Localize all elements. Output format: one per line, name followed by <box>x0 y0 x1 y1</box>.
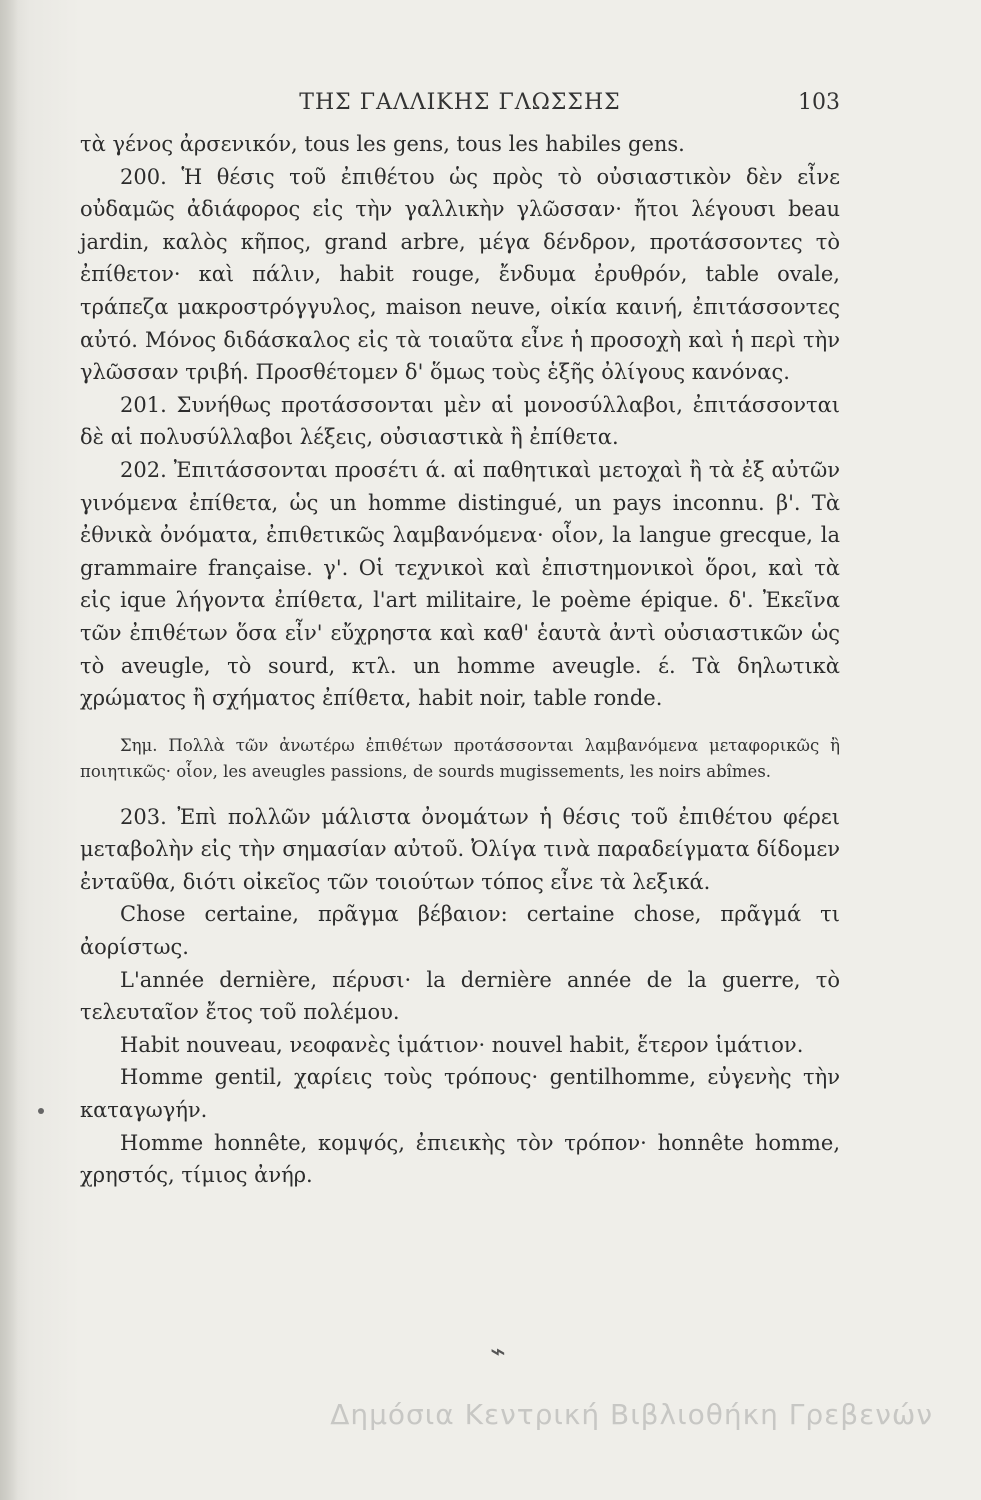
example-chose-certaine: Chose certaine, πρᾶγμα βέβαιον: certaine chose, πρᾶγμά τι ἀορίστως. <box>80 902 840 960</box>
paragraph-201: 201. Συνήθως προτάσσονται μὲν αἱ μονοσύλλαβοι, ἐπιτάσσονται δὲ αἱ πολυσύλλαβοι λέξεις, οὐσιαστικὰ ἢ ἐπίθετα. <box>80 392 840 450</box>
page-number: 103 <box>798 90 840 115</box>
library-watermark: Δημόσια Κεντρική Βιβλιοθήκη Γρεβενών <box>330 1398 933 1431</box>
paragraph-200: 200. Ἡ θέσις τοῦ ἐπιθέτου ὡς πρὸς τὸ οὐσιαστικὸν δὲν εἶνε οὐδαμῶς ἀδιάφορος εἰς τὴν γαλλικὴν γλῶσσαν· ἤτοι λέγουσι beau jardin, καλὸς κῆπος, grand arbre, μέγα δένδρον, προτάσσοντες τὸ ἐπίθετον· καὶ πάλιν, habit rouge, ἔνδυμα ἐρυθρόν, table ovale, τράπεζα μακροστρόγγυλος, maison neuve, οἰκία καινή, ἐπιτάσσοντες αὐτό. Μόνος διδάσκαλος εἰς τὰ τοιαῦτα εἶνε ἡ προσοχὴ καὶ ἡ περὶ τὴν γλῶσσαν τριβή. Προσθέτομεν δ' ὅμως τοὺς ἑξῆς ὀλίγους κανόνας. <box>80 164 840 385</box>
example-homme-honnete: Homme honnête, κομψός, ἐπιεικὴς τὸν τρόπον· honnête homme, χρηστός, τίμιος ἀνήρ. <box>80 1130 840 1188</box>
example-habit-nouveau: Habit nouveau, νεοφανὲς ἱμάτιον· nouvel habit, ἕτερον ἱμάτιον. <box>120 1032 804 1057</box>
page-header <box>80 90 840 122</box>
footnote: Σημ. Πολλὰ τῶν ἀνωτέρω ἐπιθέτων προτάσσονται λαμβανόμενα μεταφορικῶς ἢ ποιητικῶς· οἷον, les aveugles passions, de sourds mugissements, les noirs abîmes. <box>80 735 840 781</box>
running-head: ΤΗΣ ΓΑΛΛΙΚΗΣ ΓΛΩΣΣΗΣ <box>299 90 621 115</box>
body-text <box>80 128 840 1192</box>
example-homme-gentil: Homme gentil, χαρίεις τοὺς τρόπους· gentilhomme, εὐγενὴς τὴν καταγωγήν. <box>80 1065 840 1123</box>
paragraph: τὰ γένος ἀρσενικόν, tous les gens, tous les habiles gens. <box>80 132 685 156</box>
ink-mark-icon: ⌁ <box>490 1337 506 1367</box>
paragraph-203: 203. Ἐπὶ πολλῶν μάλιστα ὀνομάτων ἡ θέσις τοῦ ἐπιθέτου φέρει μεταβολὴν εἰς τὴν σημασίαν αὐτοῦ. Ὀλίγα τινὰ παραδείγματα δίδομεν ἐνταῦθα, διότι οἰκεῖος τῶν τοιούτων τόπος εἶνε τὰ λεξικά. <box>80 804 840 894</box>
margin-dot <box>38 1108 44 1114</box>
paragraph-202: 202. Ἐπιτάσσονται προσέτι ά. αἱ παθητικαὶ μετοχαὶ ἢ τὰ ἐξ αὐτῶν γινόμενα ἐπίθετα, ὡς un homme distingué, un pays inconnu. β'. Τὰ ἐθνικὰ ὀνόματα, ἐπιθετικῶς λαμβανόμενα· οἷον, la langue grecque, la grammaire française. γ'. Οἱ τεχνικοὶ καὶ ἐπιστημονικοὶ ὅροι, καὶ τὰ εἰς ique λήγοντα ἐπίθετα, l'art militaire, le poème épique. δ'. Ἐκεῖνα τῶν ἐπιθέτων ὅσα εἶν' εὔχρηστα καὶ καθ' ἑαυτὰ ἀντὶ οὐσιαστικῶν ὡς τὸ aveugle, τὸ sourd, κτλ. un homme aveugle. έ. Τὰ δηλωτικὰ χρώματος ἢ σχήματος ἐπίθετα, habit noir, table ronde. <box>80 457 840 711</box>
gutter-shadow <box>0 0 18 1500</box>
example-annee-derniere: L'année dernière, πέρυσι· la dernière année de la guerre, τὸ τελευταῖον ἔτος τοῦ πολέμου. <box>80 967 840 1025</box>
